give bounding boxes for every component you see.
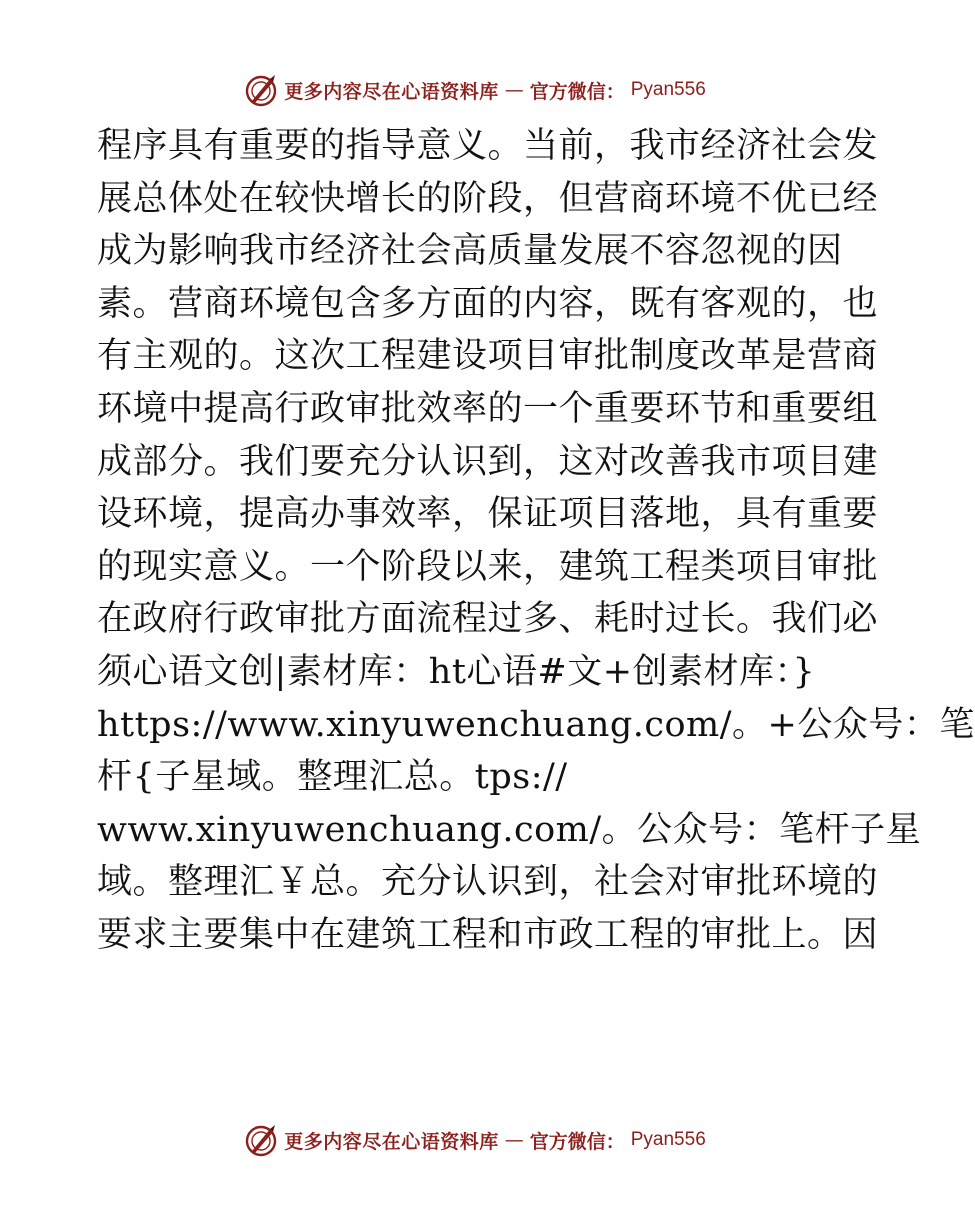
footer-wechat-id: Pyan556 [630, 1129, 706, 1150]
body-line: www.xinyuwenchuang.com/。公众号：笔杆子星 [97, 809, 922, 850]
body-line: 杆{子星域。整理汇总。tps:// [97, 757, 568, 798]
body-line: 程序具有重要的指导意义。当前，我市经济社会发 [97, 126, 879, 166]
body-line: 在政府行政审批方面流程过多、耗时过长。我们必 [97, 599, 879, 640]
body-line: 须心语文创|素材库：ht心语#文+创素材库：} [97, 651, 816, 692]
header-wechat-label: 官方微信： [529, 80, 625, 103]
document-body [97, 120, 975, 962]
header-separator: — [504, 79, 524, 101]
body-line: 展总体处在较快增长的阶段，但营商环境不优已经 [97, 178, 879, 219]
body-line: 的现实意义。一个阶段以来，建筑工程类项目审批 [97, 546, 879, 587]
body-line: 域。整理汇￥总。充分认识到，社会对审批环境的 [97, 862, 879, 903]
header-wechat-id: Pyan556 [630, 79, 706, 100]
header-site-text: 更多内容尽在心语资料库 [284, 80, 499, 103]
body-line: 成部分。我们要充分认识到，这对改善我市项目建 [97, 441, 879, 482]
body-line: 素。营商环境包含多方面的内容，既有客观的，也 [97, 283, 879, 324]
body-line: https://www.xinyuwenchuang.com/。+公众号：笔 [97, 704, 975, 745]
quill-logo-icon [244, 1123, 278, 1157]
footer-banner-content [244, 1123, 706, 1157]
footer-site-text: 更多内容尽在心语资料库 [284, 1130, 499, 1153]
header-banner-content [244, 73, 706, 107]
header-banner [0, 70, 950, 110]
body-line: 有主观的。这次工程建设项目审批制度改革是营商 [97, 336, 879, 377]
footer-separator: — [504, 1129, 524, 1151]
footer-banner [0, 1120, 950, 1160]
body-line: 环境中提高行政审批效率的一个重要环节和重要组 [97, 388, 879, 429]
footer-wechat-label: 官方微信： [529, 1130, 625, 1153]
body-line: 设环境，提高办事效率，保证项目落地，具有重要 [97, 494, 879, 535]
quill-logo-icon [244, 73, 278, 107]
body-line: 成为影响我市经济社会高质量发展不容忽视的因 [97, 231, 843, 272]
body-line: 要求主要集中在建筑工程和市政工程的审批上。因 [97, 914, 879, 955]
